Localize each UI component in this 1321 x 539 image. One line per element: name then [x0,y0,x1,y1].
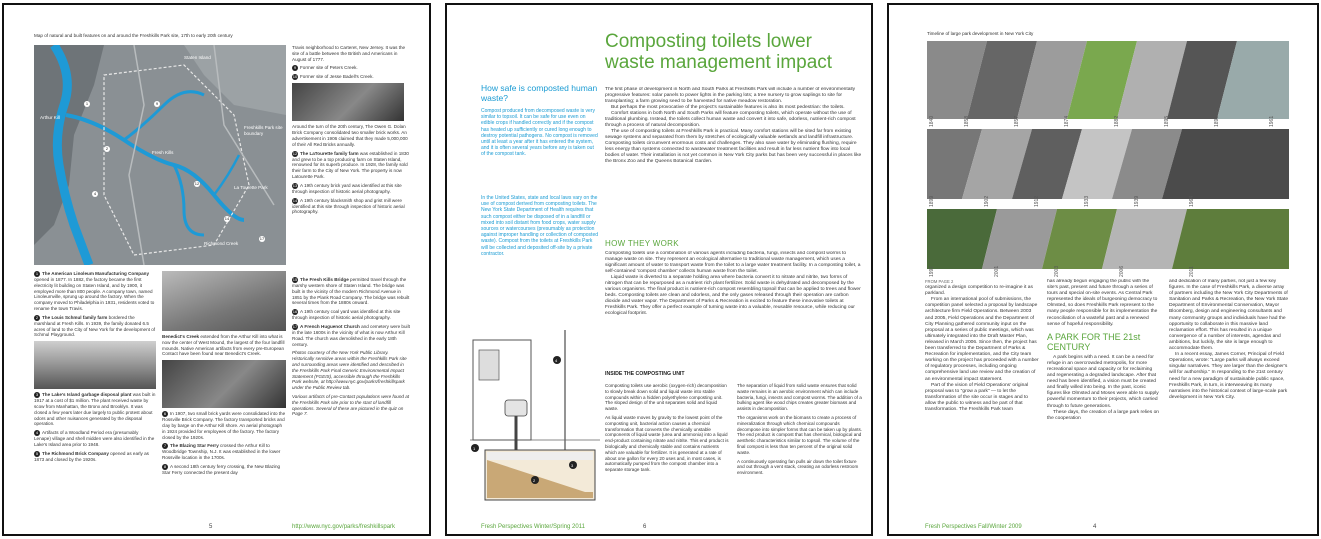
page-number: 4 [1093,524,1097,530]
year-label: 2003 [1054,265,1060,277]
diagram-label: 3 [571,463,574,468]
paragraph: In a recent essay, James Corner, Principal of Field Operations, wrote: "Large parks will always exceed singular narratives. They are larger than the designer's will for authorship." In responding to the 21st century need for a new paradigm of sustainable public space, Freshkills Park, in turn, is interweaving its many narratives into the historical context of large-scale park development in New York City. [1169,352,1288,400]
diagram-label: 4 [555,358,558,363]
text-block: 8 A second 18th century ferry crossing, the New Blazing Star Ferry connected the present day [162,464,281,476]
page-number: 6 [643,524,647,530]
text-block: 1 The American Linoleum Manufacturing Company opened in 1877. In 1882, the factory became the first electricity lit building on Staten Island, and by 1900, it employed more than 800 people. A company town, named Linoleumville, sprung up around the factory. When the company moved to Philadelphia in 1931, residents voted to rename the town Travis. [34,271,155,311]
map-marker: 12 [194,180,200,186]
text-column-1 [925,279,1039,519]
paragraph: A continuously operating fan pulls air down the toilet fixture and out through a vent stack, creating an odorless restroom environment. [737,458,859,476]
text-column-2 [1047,279,1161,519]
text-block: 4 Artifacts of a Woodland Period era (presumably Lenape) village and shell midden were also identified in the Lake's Island area prior to 1948. [34,430,155,448]
year-label: 1961 [1269,115,1275,127]
footer-publication: Fresh Perspectives Winter/Spring 2011 [481,524,585,530]
paragraph: From an international pool of submissions, the competition panel selected a proposal by landscape architecture firm Field Operations. Between 2003 and 2005, Field Operations and the Department of City Planning gathered community input on the proposal at a series of public meetings, which was ultimately integrated into the Draft Master Plan, released in March 2006. Since then, the project has been transferred to the Department of Parks & Recreation for implementation, and the City team working on the project has proceeded with a number of regulatory processes, including ongoing comprehensive land use review and the creation of an environmental impact statement. [925,297,1039,382]
year-label: 1902 [984,195,990,207]
year-label: 2006 [1119,265,1125,277]
text-column-3 [1169,279,1289,519]
paragraph: The first phase of development in North and South Parks at Freshkills Park will include a number of environmentally progressive features: solar panels to power lights in the parking lots; a tree nursery to grow saplings to site for transplanting; a farm growing seed to be harvested for native meadow restoration. [605,87,856,104]
year-label: 1939 [1134,195,1140,207]
paragraph: Part of the vision of Field Operations' original proposal was to "grow a park" — to let the transformation of the site occur in stages and to allow the public to witness and be part of that transformation. The Freshkills Park team [925,382,1029,412]
paragraph: Liquid waste is diverted to a separate holding area where bacteria convert it to nitrate and nitrite, two forms of nitrogen that can be repurposed as a nutrient rich plant fertilizer. Solid waste is dehydrated and decomposed by the various organisms. The final product is nutrient-rich compost resembling topsoil that can be applied to trees and flower beds. Composting toilets are clean and odorless, and the only gases released through their operation are carbon dioxide and water vapor. The Department of Parks & Recreation is excited to feature these innovative toilets at Freshkills Park. They offer a perfect example of turning waste into a valuable, reusable resource, while reducing our ecological footprint. [605,275,861,316]
map-marker: 14 [224,215,230,221]
right-text-column-lower [292,277,410,525]
text-block: 5 The Richmond Brick Company opened as early as 1873 and closed by the 1920s. [34,450,149,462]
paragraph: organized a design competition to re-imagine it as parkland. [925,285,1033,297]
brick-works-photo [292,83,404,121]
year-label: 1840 [929,115,935,127]
text-block: 12 The LaTourette family farm was established in 1830 and grew to be a top producing farm on Staten Island, renowned for its superb produce. In 1928, the family sold their farm to the City of New York. The property is now Latourette Park. [292,150,409,180]
text-block: 7 The Blazing Star Ferry crossed the Arthur Kill to Woodbridge Township, N.J. It was established in the lower Rossville location in the 1700s. [162,443,281,461]
park-heading: A PARK FOR THE 21st CENTURY [1047,331,1141,352]
middle-text-column [162,271,286,521]
text-block: 17 A French Huguenot Church and cemetery were built in the late 1600s in the vicinity of what is now Arthur Kill Road. The church was demolished in the early 18th century. [292,324,410,347]
year-label: 1964 [1189,195,1195,207]
footer-url[interactable]: http://www.nyc.gov/parks/freshkillspark [292,524,396,530]
year-label: 1933 [1084,195,1090,207]
year-label: 1895 [1164,115,1170,127]
map-marker: 2 [105,145,109,151]
year-label: 1899 [929,195,935,207]
label-arthur-kill: Arthur Kill [40,115,60,120]
page-number: 5 [209,524,213,530]
map-marker: 4 [93,190,97,196]
text-block: Travis neighborhood to Carteret, New Jersey. It was the site of a battle between the British and Americans in August of 1777. [292,45,406,62]
text-block: Around the turn of the 20th century, The Owen G. Dolan Brick Company consolidated two smaller brick works. An advertisement in 1906 claimed that they made 5,000,000 of their All Red Bricks annually. [292,124,408,147]
paragraph: The separation of liquid from solid waste ensures that solid waste remains in an aerobic environment which can include bacteria, fungi, insects and compost worms. The addition of a bulking agent like wood chips creates greater biomass and assists in decomposition. [737,383,862,412]
inside-heading: INSIDE THE COMPOSTING UNIT [605,371,685,377]
label-boundary: Freshkills Park site boundary [244,125,283,136]
label-richmond-creek: Richmond Creek [204,241,239,246]
text-block: 6 In 1907, two small brick yards were consolidated into the Rossville Brick Company. The factory transported bricks and clay by barge on the Arthur Kill shore. An aerial photograph in 1924 provided for employees of the factory. The factory closed by the 1920s. [162,411,286,440]
left-text-column [34,271,156,521]
timeline-photos-bottom [927,209,1289,269]
label-fresh-kills: Fresh Kills [152,150,174,155]
text-block: 14 A 19th century blacksmith shop and grist mill were identified at this site through inspection of historic aerial photography. [292,197,405,215]
year-label: 1874 [1064,115,1070,127]
text-block: 15 The Fresh Kills Bridge permitted travel through the marshy western shore of Staten Island. The bridge was built in the vicinity of the modern Richmond Avenue in 1851 by the Plank Road Company. The bridge was rebuilt several times from the 1880s onward. [292,277,410,306]
map-caption: Map of natural and built features on and around the Freshkills Park site, 17th to early 20th century [34,33,233,38]
year-label: 1857 [1014,115,1020,127]
garbage-plant-photo [34,341,156,389]
timeline-photos-top [927,41,1289,119]
footer-publication: Fresh Perspectives Fall/Winter 2009 [925,524,1022,530]
diagram-label: 1 [473,446,476,451]
timeline-photos-mid [927,129,1289,199]
newsletter-page-5 [2,3,431,536]
benedicts-creek-photo [162,271,286,331]
year-label: 1858 [964,115,970,127]
year-label: 2001 [994,265,1000,277]
year-label: 1912 [1034,195,1040,207]
sidebar-paragraph: Compost produced from decomposed waste is very similar to topsoil. It can be safe for use even on edible crops if handled correctly and if the compost has heated up sufficiently or cured long enough to destroy potential pathogens. No compost is removed until at least a year after it has entered the system, and it is often several years before any is taken out of the compost tank. [481,108,598,158]
timeline-strip-mid [927,129,1289,199]
sidebar-heading: How safe is composted human waste? [481,83,598,103]
year-label: 1898 [1214,115,1220,127]
right-text-column [292,45,410,285]
text-block: 3 The Lake's Island garbage disposal plant was built in 1917 at a cost of $1 million. The plant received waste by scow from Manhattan, the Bronx and Brooklyn. It was closed a few years later due largely to public protest about odors and other nuisances generated by the disposal operation. [34,392,156,427]
text-block: Benedict's Creek extended from the Arthur Kill into what is now the center of West Mound, the largest of the four landfill mounds. Native American artifacts from every pre-European Contact have been found near Benedict's Creek. [162,334,285,357]
year-label: 1997 [929,265,935,277]
map-marker: 1 [85,100,89,106]
text-block: 2 The Louis Schmul family farm bordered the marshland at Fresh Kills. In 1939, the family donated 6.5 acres of land to the City of New York for the development of Schmul Playground. [34,314,156,338]
diagram-label: 2 [533,478,536,483]
text-block: 10 Former site of Jesse Badell's Creek. [292,74,374,80]
paragraph: Composting toilets use a combination of various agents including bacteria, fungi, insects and compost worms to manage waste on site. They represent an ecological alternative to traditional waste management, which uses a significant amount of water to transport waste from the toilet to a large water treatment facility. In a composting toilet, a self-contained 'compost chamber' collects human waste from the toilet. [605,251,861,274]
paragraph: The use of composting toilets at Freshkills Park is practical. Many comfort stations will be sited far from existing sewage systems and separated from them by stretches of ecologically valuable wetlands and landfill infrastructure. Composting toilets circumvent enormous costs and challenges. They also save water by eliminating flushing, require less energy than systems connected to wastewater treatment facilities and result in far less nutrient flow into local bodies of water. Their installation is not yet common in New York City parks but has been very successful in places like the Bronx Zoo and the Queens Botanical Garden. [605,129,862,164]
article-title: Composting toilets lower waste management impact [605,31,833,73]
inside-text-right [737,383,863,515]
how-it-works-text [605,251,863,329]
timeline-strip-top [927,41,1289,119]
sidebar-paragraph: In the United States, state and local laws vary on the use of compost derived from composting toilets. The New York State Department of Health requires that such compost either be disposed of in a landfill or mixed into soil distant from food crops, water supply sources or watercourses (presumably as protection against improper handling or collection of composted waste). Compost from the toilets at Freshkills Park will be collected and deposited off-site by a private contractor. [481,195,599,257]
inside-text-left [605,383,729,515]
historic-map [34,45,286,265]
paragraph: Composting toilets use aerobic (oxygen-rich) decomposition to slowly break down solid and liquid waste into stable compounds within a hidden polyethylene composting unit. The sloped design of the unit separates solid and liquid waste. [605,383,727,412]
label-staten-island: Staten Island [184,55,211,60]
paragraph: and dedication of many parties, not just a few key figures. In the case of Freshkills Park, a diverse array of partners including the New York City Departments of Sanitation and Parks & Recreation, the New York State Department of Environmental Conservation, Mayor Bloomberg, design and engineering consultants and many community groups and individuals have had the opportunity to collaborate in this massive land reclamation effort. This has resulted in a unique convergence of a number of interests, agendas and ambitions, but luckily, the site is large enough to accommodate them. [1169,279,1289,352]
paragraph: Comfort stations in both North and South Parks will feature composting toilets, which operate without the use of traditional plumbing. Instead, the toilets collect human waste and convert it into safe, odorless, nutrient-rich compost through a process of natural decomposition. [605,111,856,128]
paragraph: These days, the creation of a large park relies on the cooperation [1047,409,1160,421]
intro-text [605,87,863,237]
map-marker: 9 [155,100,159,106]
brick-company-photo [162,360,286,408]
how-they-work-heading: HOW THEY WORK [605,239,679,248]
paragraph: The organisms work on the biomass to create a process of mineralization through which chemical compounds decompose into simpler forms that can be taken up by plants. The end product is compost that has chemical, biological and aesthetic characteristics similar to topsoil. The volume of the final compost is less than ten percent of the original solid waste. [737,414,863,455]
from-page-label: FROM PAGE 2 [925,279,954,284]
newsletter-page-6 [445,3,873,536]
newsletter-page-4 [887,3,1319,536]
text-block: 16 A 19th century coal yard was identified at this site through inspection of historic aerial photography. [292,309,401,321]
year-label: 2011 [1189,266,1195,277]
artifact-note: Various artifacts of pre-Contact populations were found at the Freshkills Park site prior to the start of landfill operations. Several of these are pictured in the quiz on Page 7. [292,394,410,417]
paragraph: A park begins with a need. It can be a need for refuge in an overcrowded metropolis, for more recreational space and capacity or for reclaiming and regenerating a degraded landscape. After that need has been identified, a vision must be created and finally willed into being. In the past, iconic figures like Olmsted and Moses were able to supply powerful momentum to their projects, which carried through to future generations. [1047,354,1159,409]
paragraph: has already begun engaging the public with the site's past, present and future through a series of tours and special on-site events. As Central Park represented the ideals of burgeoning democracy to Olmsted, so does Freshkills Park represent to the many people responsible for its implementation the reconciliation of a wasteful past and a renewed sense of hopeful responsibility. [1047,279,1158,327]
paragraph: As liquid waste moves by gravity to the lowest point of the composting unit, bacterial action causes a chemical transformation that converts the chemically unstable components of liquid waste (urea and ammonia) into a liquid end-product containing nitrate and nitrite. This end product is biologically and chemically stable and contains nutrients which are valuable for fertilizer. It is generated at a rate of about one gallon for every 20 uses and, in most cases, is automatically pumped from the compost chamber into a separate storage tank. [605,414,729,473]
timeline-strip-bottom [927,209,1289,269]
label-latourette: La Tourette Park [234,185,268,190]
text-block: 13 A 19th century brick yard was identified at this site through inspection of historic aerial photography. [292,182,402,194]
text-block: 9 Former site of Peters Creek. [293,65,358,71]
photo-credit: Photos courtesy of the New York Public Library. Historically sensitive areas within the Freshkills Park site and surrounding areas were identified and described in the Freshkills Park Final Generic Environmental Impact Statement (FGEIS), accessible through the Freshkills Park website, at http://www.nyc.gov/parks/freshkillspark under the Public Review tab. [292,350,407,391]
map-marker: 17 [259,235,265,241]
paragraph: But perhaps the most provocative of the project's sustainable features is also its most pedestrian: the toilets. [611,105,845,110]
timeline-caption: Timeline of large park development in New York City [927,31,1034,36]
year-label: 1882 [1114,115,1120,127]
